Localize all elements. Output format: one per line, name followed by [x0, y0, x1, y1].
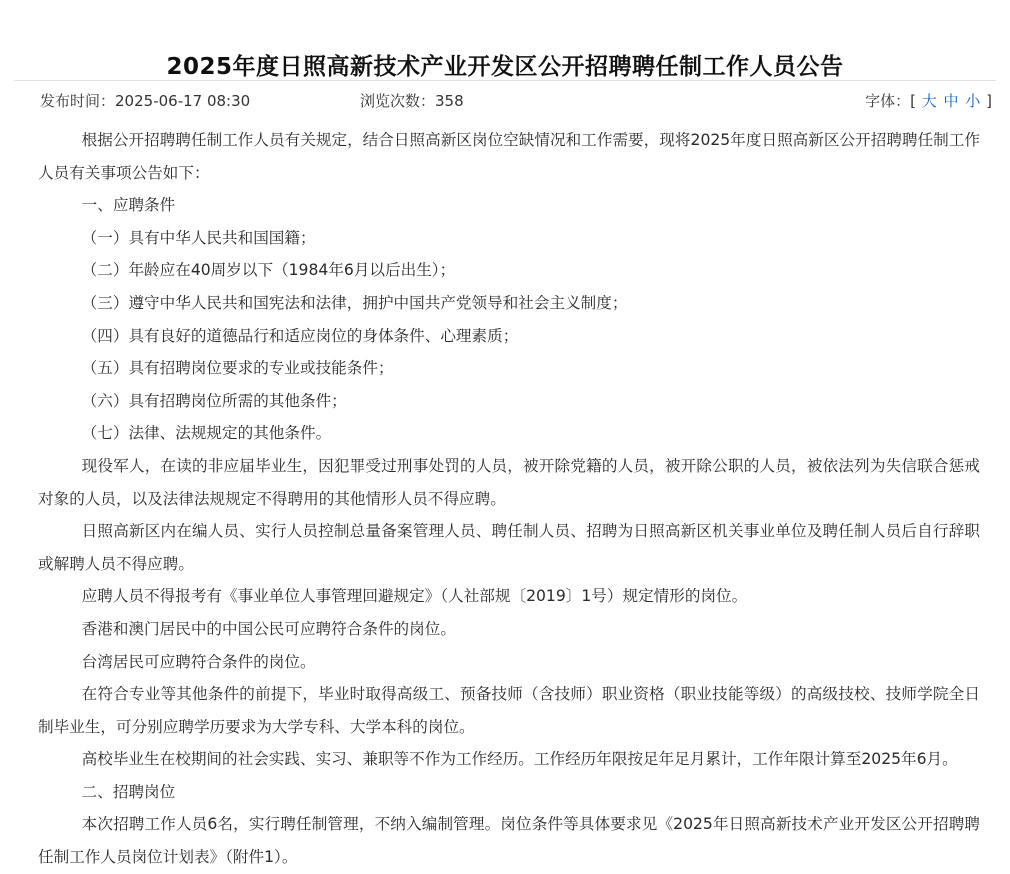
font-size-label: 字体：: [865, 92, 911, 110]
font-size-selector: [865, 90, 992, 111]
requirement-item: （四）具有良好的道德品行和适应岗位的身体条件、心理素质；: [81, 326, 519, 345]
section-heading-positions: 二、招聘岗位: [81, 782, 176, 801]
view-count-value: 358: [435, 92, 464, 110]
view-count: [360, 90, 464, 111]
paragraph-work-experience: 高校毕业生在校期间的社会实践、实习、兼职等不作为工作经历。工作经历年限按足年足月累计，工作年限计算至2025年6月。: [81, 750, 958, 769]
font-size-small-link[interactable]: 小: [965, 92, 981, 110]
font-bracket-close: ]: [986, 92, 992, 110]
publish-time-label: 发布时间：: [40, 92, 116, 110]
article-body: [38, 124, 980, 874]
requirement-item: （五）具有招聘岗位要求的专业或技能条件；: [81, 359, 394, 378]
section-heading-requirements: 一、应聘条件: [81, 196, 176, 215]
publish-time-value: 2025-06-17 08:30: [115, 92, 251, 110]
page-title: 2025年度日照高新技术产业开发区公开招聘聘任制工作人员公告: [166, 54, 844, 80]
requirement-item: （七）法律、法规规定的其他条件。: [81, 424, 332, 443]
paragraph-exclusions: 现役军人，在读的非应届毕业生，因犯罪受过刑事处罚的人员，被开除党籍的人员，被开除公职的人员，被依法列为失信联合惩戒对象的人员，以及法律法规规定不得聘用的其他情形人员不得应聘。: [38, 456, 980, 508]
font-size-medium-link[interactable]: 中: [943, 92, 959, 110]
font-size-large-link[interactable]: 大: [921, 92, 937, 110]
paragraph-technical-graduates: 在符合专业等其他条件的前提下，毕业时取得高级工、预备技师（含技师）职业资格（职业技能等级）的高级技校、技师学院全日制毕业生，可分别应聘学历要求为大学专科、大学本科的岗位。: [38, 685, 980, 736]
requirement-item: （一）具有中华人民共和国国籍；: [81, 228, 316, 247]
paragraph-intro: 根据公开招聘聘任制工作人员有关规定，结合日照高新区岗位空缺情况和工作需要，现将2025年度日照高新区公开招聘聘任制工作人员有关事项公告如下：: [38, 131, 980, 182]
requirement-item: （六）具有招聘岗位所需的其他条件；: [81, 391, 347, 410]
requirement-item: （二）年龄应在40周岁以下（1984年6月以后出生）；: [81, 261, 456, 280]
requirement-item: （三）遵守中华人民共和国宪法和法律，拥护中国共产党领导和社会主义制度；: [81, 293, 628, 312]
paragraph-avoidance: 应聘人员不得报考有《事业单位人事管理回避规定》（人社部规〔2019〕1号）规定情形的岗位。: [81, 587, 748, 606]
view-count-label: 浏览次数：: [360, 92, 436, 110]
publish-time: [40, 90, 250, 111]
paragraph-taiwan: 台湾居民可应聘符合条件的岗位。: [81, 652, 316, 671]
title-divider: [14, 80, 996, 81]
paragraph-hk-macao: 香港和澳门居民中的中国公民可应聘符合条件的岗位。: [81, 619, 456, 638]
paragraph-positions: 本次招聘工作人员6名，实行聘任制管理，不纳入编制管理。岗位条件等具体要求见《2025年日照高新技术产业开发区公开招聘聘任制工作人员岗位计划表》（附件1）。: [38, 815, 980, 867]
font-bracket-open: [: [910, 92, 916, 110]
paragraph-staff-restriction: 日照高新区内在编人员、实行人员控制总量备案管理人员、聘任制人员、招聘为日照高新区机关事业单位及聘任制人员后自行辞职或解聘人员不得应聘。: [38, 522, 980, 573]
